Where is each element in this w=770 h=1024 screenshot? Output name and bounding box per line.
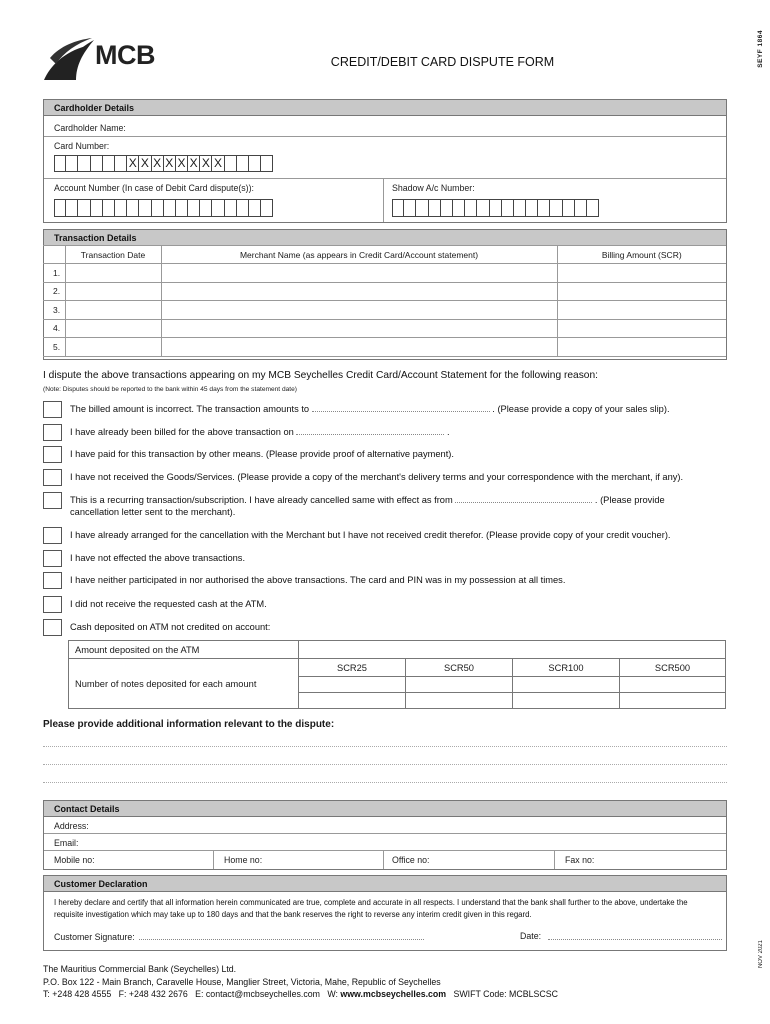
denom-scr25: SCR25 [299, 659, 406, 677]
cardholder-name-row[interactable] [44, 116, 726, 137]
merchant-name-cell[interactable] [161, 319, 557, 338]
notes-deposited-label: Number of notes deposited for each amount [69, 659, 299, 709]
account-digit-box[interactable] [152, 199, 164, 217]
row-number: 1. [43, 264, 65, 283]
row-number: 3. [43, 301, 65, 320]
table-row [43, 319, 726, 338]
dispute-option [43, 572, 733, 589]
dispute-option-text: I have not effected the above transactions. [70, 553, 246, 563]
dispute-checkbox[interactable] [43, 619, 62, 636]
dispute-checkbox[interactable] [43, 424, 62, 441]
denom-scr50: SCR50 [406, 659, 513, 677]
section-heading: Contact Details [44, 801, 726, 817]
dispute-option-text: I have already arranged for the cancellation with the Merchant but I have not received credit therefor. (Please provide copy of your credit voucher). [70, 530, 671, 540]
card-number-boxes[interactable] [54, 155, 726, 172]
footer-address: P.O. Box 122 - Main Branch, Caravelle House, Manglier Street, Victoria, Mahe, Republic of Seychelles [43, 977, 441, 987]
section-heading: Customer Declaration [44, 876, 726, 892]
account-digit-box[interactable] [453, 199, 465, 217]
form-title: CREDIT/DEBIT CARD DISPUTE FORM [330, 55, 555, 69]
denom-scr500: SCR500 [620, 659, 726, 677]
office-field[interactable] [384, 851, 555, 869]
form-date: NOV 2021 [758, 940, 764, 969]
account-digit-box[interactable] [91, 199, 103, 217]
dispute-checkbox[interactable] [43, 572, 62, 589]
card-number-row [44, 137, 726, 179]
dispute-option [43, 527, 733, 544]
account-digit-box[interactable] [526, 199, 538, 217]
account-digit-box[interactable] [404, 199, 416, 217]
account-digit-box[interactable] [465, 199, 477, 217]
transaction-date-cell[interactable] [65, 319, 161, 338]
home-field[interactable] [214, 851, 384, 869]
card-digit-box[interactable] [91, 155, 103, 172]
transaction-section [43, 229, 727, 360]
additional-info-line[interactable] [43, 764, 727, 765]
transaction-date-cell[interactable] [65, 282, 161, 301]
account-digit-box[interactable] [575, 199, 587, 217]
dispute-checkbox[interactable] [43, 401, 62, 418]
account-digit-box[interactable] [176, 199, 188, 217]
notes-scr50-field[interactable] [406, 693, 513, 709]
account-digit-box[interactable] [237, 199, 249, 217]
account-digit-box[interactable] [78, 199, 90, 217]
account-row [44, 179, 726, 222]
dispute-checkbox[interactable] [43, 596, 62, 613]
table-row [43, 264, 726, 283]
account-digit-box[interactable] [490, 199, 502, 217]
card-digit-box[interactable] [237, 155, 249, 172]
row-number: 4. [43, 319, 65, 338]
footer-web-label: W: [327, 989, 338, 999]
dispute-checkbox[interactable] [43, 469, 62, 486]
amount-deposited-field[interactable] [299, 641, 726, 659]
card-digit-box[interactable]: X [200, 155, 212, 172]
account-digit-box[interactable] [587, 199, 599, 217]
dispute-option-text: I did not receive the requested cash at the ATM. [70, 599, 267, 609]
dispute-note: (Note: Disputes should be reported to the bank within 45 days from the statement date) [43, 386, 298, 393]
dispute-option [43, 492, 733, 518]
dispute-option-text: This is a recurring transaction/subscription. I have already cancelled same with effect as from . (Please provide cancellation letter sent to the merchant). [70, 495, 665, 517]
dispute-option [43, 424, 733, 441]
account-digit-box[interactable] [416, 199, 428, 217]
email-label: Email: [54, 838, 79, 848]
section-heading: Transaction Details [44, 230, 726, 246]
mobile-field[interactable] [44, 851, 214, 869]
dispute-option [43, 446, 733, 463]
card-digit-box[interactable] [66, 155, 78, 172]
denom-scr100: SCR100 [513, 659, 620, 677]
fax-field[interactable] [555, 851, 726, 869]
phone-row [44, 851, 726, 869]
account-digit-box[interactable] [441, 199, 453, 217]
dispute-detail-field[interactable] [455, 494, 592, 503]
dispute-checkbox[interactable] [43, 492, 62, 509]
card-digit-box[interactable] [249, 155, 261, 172]
card-number-label: Card Number: [54, 141, 110, 151]
footer-tel: T: +248 428 4555 [43, 989, 112, 999]
account-digit-box[interactable] [550, 199, 562, 217]
account-digit-box[interactable] [261, 199, 273, 217]
notes-scr500-field[interactable] [620, 693, 726, 709]
merchant-name-cell[interactable] [161, 338, 557, 357]
declaration-section [43, 875, 727, 951]
logo-text: MCB [95, 40, 155, 70]
cardholder-name-label: Cardholder Name: [54, 123, 126, 133]
account-digit-box[interactable] [200, 199, 212, 217]
transaction-date-cell[interactable] [65, 301, 161, 320]
merchant-name-cell[interactable] [161, 264, 557, 283]
table-row [43, 338, 726, 357]
card-digit-box[interactable]: X [152, 155, 164, 172]
mobile-label: Mobile no: [54, 855, 95, 865]
dispute-option-text: I have neither participated in nor authorised the above transactions. The card and PIN was in my possession at all times. [70, 575, 566, 585]
date-label: Date: [520, 931, 542, 941]
declaration-text: I hereby declare and certify that all information herein communicated are true, complete and accurate in all respects. I understand that the bank shall further to the above, undertake the requisite investigation which may take up to 180 days and that the bank reserves the right to reverse any interim credit given in this regard. [54, 898, 688, 919]
card-digit-box[interactable]: X [188, 155, 200, 172]
row-number: 2. [43, 282, 65, 301]
account-digit-box[interactable] [392, 199, 404, 217]
transaction-table [43, 245, 726, 357]
account-digit-box[interactable] [212, 199, 224, 217]
shadow-account-label: Shadow A/c Number: [392, 183, 475, 193]
cardholder-section [43, 99, 727, 223]
dispute-option [43, 469, 733, 486]
billing-amount-cell[interactable] [557, 319, 726, 338]
account-digit-box[interactable] [54, 199, 66, 217]
transaction-date-cell[interactable] [65, 264, 161, 283]
dispute-checkbox[interactable] [43, 550, 62, 567]
notes-scr100-field[interactable] [513, 693, 620, 709]
billing-amount-cell[interactable] [557, 301, 726, 320]
billing-amount-cell[interactable] [557, 282, 726, 301]
card-digit-box[interactable] [225, 155, 237, 172]
additional-info-line[interactable] [43, 782, 727, 783]
signature-field[interactable] [139, 931, 424, 940]
card-digit-box[interactable] [261, 155, 273, 172]
account-digit-box[interactable] [225, 199, 237, 217]
card-digit-box[interactable]: X [212, 155, 224, 172]
fax-label: Fax no: [565, 855, 595, 865]
signature-row [54, 931, 718, 942]
account-digit-box[interactable] [514, 199, 526, 217]
card-digit-box[interactable] [54, 155, 66, 172]
billing-amount-cell[interactable] [557, 338, 726, 357]
date-field[interactable] [548, 931, 722, 940]
account-digit-box[interactable] [127, 199, 139, 217]
account-digit-box[interactable] [66, 199, 78, 217]
merchant-name-cell[interactable] [161, 301, 557, 320]
footer-website[interactable]: www.mcbseychelles.com [340, 989, 447, 999]
dispute-intro: I dispute the above transactions appearing on my MCB Seychelles Credit Card/Account Statement for the following reason: [43, 370, 598, 381]
col-billing-amount: Billing Amount (SCR) [557, 246, 726, 264]
dispute-option [43, 550, 733, 567]
card-digit-box[interactable] [78, 155, 90, 172]
additional-info-heading: Please provide additional information relevant to the dispute: [43, 719, 335, 730]
dispute-option-text: Cash deposited on ATM not credited on account: [70, 622, 271, 632]
shadow-account-boxes[interactable] [392, 199, 726, 217]
account-digit-box[interactable] [103, 199, 115, 217]
card-digit-box[interactable] [103, 155, 115, 172]
account-digit-box[interactable] [164, 199, 176, 217]
footer-swift: SWIFT Code: MCBLSCSC [453, 989, 558, 999]
dispute-option [43, 619, 733, 636]
account-digit-box[interactable] [139, 199, 151, 217]
atm-deposit-table [68, 640, 726, 709]
dispute-option-text: I have already been billed for the above transaction on . [70, 427, 450, 437]
notes-scr25-field[interactable] [299, 677, 406, 693]
account-digit-box[interactable] [538, 199, 550, 217]
dispute-detail-field[interactable] [312, 403, 490, 412]
dispute-checkbox[interactable] [43, 446, 62, 463]
amount-deposited-label: Amount deposited on the ATM [69, 641, 299, 659]
dispute-detail-field[interactable] [296, 426, 444, 435]
footer-fax: F: +248 432 2676 [118, 989, 188, 999]
account-digit-box[interactable] [249, 199, 261, 217]
footer-bank-name: The Mauritius Commercial Bank (Seychelles) Ltd. [43, 964, 237, 974]
account-digit-box[interactable] [115, 199, 127, 217]
notes-scr100-field[interactable] [513, 677, 620, 693]
billing-amount-cell[interactable] [557, 264, 726, 283]
notes-scr25-field[interactable] [299, 693, 406, 709]
card-digit-box[interactable]: X [139, 155, 151, 172]
row-number: 5. [43, 338, 65, 357]
home-label: Home no: [224, 855, 263, 865]
card-digit-box[interactable] [115, 155, 127, 172]
account-digit-box[interactable] [188, 199, 200, 217]
signature-label: Customer Signature: [54, 932, 135, 942]
additional-info-line[interactable] [43, 746, 727, 747]
office-label: Office no: [392, 855, 430, 865]
account-digit-box[interactable] [429, 199, 441, 217]
dispute-option [43, 596, 733, 613]
col-transaction-date: Transaction Date [65, 246, 161, 264]
dispute-option-text: The billed amount is incorrect. The transaction amounts to . (Please provide a copy of your sales slip). [70, 404, 670, 414]
col-merchant-name: Merchant Name (as appears in Credit Card/Account statement) [161, 246, 557, 264]
account-digit-box[interactable] [502, 199, 514, 217]
account-digit-box[interactable] [563, 199, 575, 217]
address-row[interactable] [44, 817, 726, 834]
account-digit-box[interactable] [477, 199, 489, 217]
account-number-boxes[interactable] [54, 199, 383, 217]
footer-contacts [43, 989, 558, 999]
card-digit-box[interactable]: X [127, 155, 139, 172]
account-number-label: Account Number (In case of Debit Card dispute(s)): [54, 183, 254, 193]
dispute-checkbox[interactable] [43, 527, 62, 544]
section-heading: Cardholder Details [44, 100, 726, 116]
address-label: Address: [54, 821, 89, 831]
notes-scr50-field[interactable] [406, 677, 513, 693]
table-row [43, 301, 726, 320]
card-digit-box[interactable]: X [164, 155, 176, 172]
footer-email: E: contact@mcbseychelles.com [195, 989, 320, 999]
table-row [43, 282, 726, 301]
transaction-date-cell[interactable] [65, 338, 161, 357]
form-code: SEYF 1864 [757, 30, 764, 68]
email-row[interactable] [44, 834, 726, 851]
merchant-name-cell[interactable] [161, 282, 557, 301]
contact-section [43, 800, 727, 870]
dispute-option-text: I have paid for this transaction by other means. (Please provide proof of alternative payment). [70, 449, 454, 459]
dispute-option [43, 401, 733, 418]
notes-scr500-field[interactable] [620, 677, 726, 693]
card-digit-box[interactable]: X [176, 155, 188, 172]
dispute-option-text: I have not received the Goods/Services. (Please provide a copy of the merchant's delivery terms and your correspondence with the merchant, if any). [70, 472, 684, 482]
